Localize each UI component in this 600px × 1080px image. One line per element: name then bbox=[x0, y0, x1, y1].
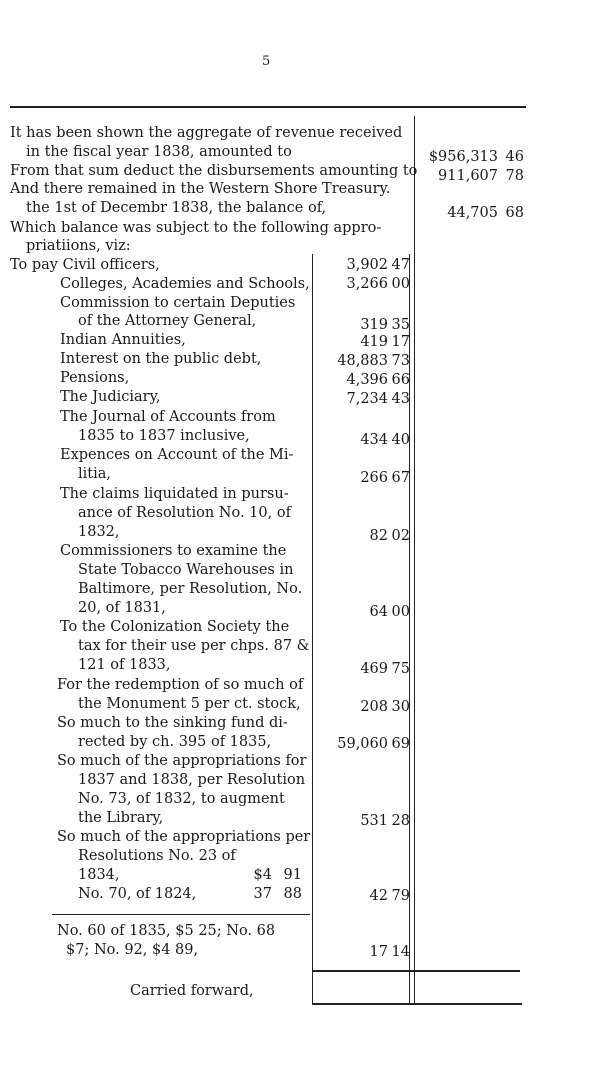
item-dollars: 4,396 bbox=[346, 372, 388, 388]
item-line: Commissioners to examine the bbox=[60, 543, 287, 559]
total-dollars: 911,607 bbox=[438, 168, 498, 184]
item-dollars: 3,902 bbox=[346, 257, 388, 273]
item-line: 1837 and 1838, per Resolution bbox=[78, 772, 306, 788]
item-dollars: 59,060 bbox=[337, 736, 388, 752]
item-line: So much to the sinking fund di- bbox=[57, 715, 288, 731]
item-line: 121 of 1833, bbox=[78, 657, 171, 673]
item-line: So much of the appropriations per bbox=[57, 829, 311, 845]
item-dollars: 48,883 bbox=[337, 353, 388, 369]
bottom-rule-double bbox=[312, 1003, 522, 1005]
sub-item-label: 1834, bbox=[78, 867, 120, 883]
bottom-rule bbox=[312, 970, 520, 972]
sub-total-cents: 79 bbox=[391, 888, 410, 904]
item-cents: 40 bbox=[391, 432, 410, 448]
item-line: rected by ch. 395 of 1835, bbox=[78, 734, 272, 750]
page-number: 5 bbox=[262, 54, 271, 69]
item-dollars: 64 bbox=[369, 604, 388, 620]
item-line: Resolutions No. 23 of bbox=[78, 848, 236, 864]
item-line: the Monument 5 per ct. stock, bbox=[78, 696, 301, 712]
item-dollars: 419 bbox=[360, 334, 388, 350]
item-line: $7; No. 92, $4 89, bbox=[66, 942, 199, 958]
item-line: So much of the appropriations for bbox=[57, 753, 307, 769]
item-line: To the Colonization Society the bbox=[60, 619, 290, 635]
item-line: Baltimore, per Resolution, No. bbox=[78, 581, 303, 597]
item-line: Expences on Account of the Mi- bbox=[60, 447, 294, 463]
item-line: litia, bbox=[78, 466, 111, 482]
item-line: Colleges, Academies and Schools, bbox=[60, 276, 310, 292]
separator-rule bbox=[52, 914, 310, 915]
item-cents: 73 bbox=[391, 353, 410, 369]
item-cents: 00 bbox=[391, 604, 410, 620]
sub-item-dollars: 37 bbox=[253, 886, 272, 902]
item-dollars: 434 bbox=[360, 432, 388, 448]
item-line: of the Attorney General, bbox=[78, 313, 257, 329]
sub-item-cents: 88 bbox=[283, 886, 302, 902]
item-dollars: 82 bbox=[369, 528, 388, 544]
item-line: 1832, bbox=[78, 524, 120, 540]
item-dollars: 531 bbox=[360, 813, 388, 829]
total-dollars: $956,313 bbox=[428, 149, 498, 165]
sub-item-cents: 91 bbox=[283, 867, 302, 883]
item-dollars: 3,266 bbox=[346, 276, 388, 292]
item-cents: 17 bbox=[391, 334, 410, 350]
item-line: 20, of 1831, bbox=[78, 600, 166, 616]
item-line: Interest on the public debt, bbox=[60, 351, 262, 367]
intro-line: It has been shown the aggregate of revenue received bbox=[10, 125, 403, 141]
item-cents: 43 bbox=[391, 391, 410, 407]
intro-line: in the fiscal year 1838, amounted to bbox=[26, 144, 292, 160]
item-cents: 30 bbox=[391, 699, 410, 715]
item-line: ance of Resolution No. 10, of bbox=[78, 505, 291, 521]
item-dollars: 266 bbox=[360, 470, 388, 486]
sub-item-dollars: $4 bbox=[253, 867, 272, 883]
total-cents: 46 bbox=[505, 149, 524, 165]
top-rule bbox=[10, 106, 526, 108]
item-cents: 75 bbox=[391, 661, 410, 677]
amount-column-rule-left bbox=[312, 254, 313, 1004]
item-dollars: 319 bbox=[360, 317, 388, 333]
item-cents: 47 bbox=[391, 257, 410, 273]
sub-item-label: No. 70, of 1824, bbox=[78, 886, 197, 902]
item-line: No. 60 of 1835, $5 25; No. 68 bbox=[57, 923, 276, 939]
item-line: Indian Annuities, bbox=[60, 332, 186, 348]
item-line: Commission to certain Deputies bbox=[60, 295, 296, 311]
item-cents: 67 bbox=[391, 470, 410, 486]
item-line: tax for their use per chps. 87 & bbox=[78, 638, 310, 654]
intro-line: Which balance was subject to the following appro- bbox=[10, 220, 382, 236]
total-cents: 68 bbox=[505, 205, 524, 221]
item-cents: 35 bbox=[391, 317, 410, 333]
item-line: State Tobacco Warehouses in bbox=[78, 562, 294, 578]
intro-line: the 1st of Decembr 1838, the balance of, bbox=[26, 200, 327, 216]
item-cents: 66 bbox=[391, 372, 410, 388]
sub-total-dollars: 42 bbox=[369, 888, 388, 904]
item-cents: 14 bbox=[391, 944, 410, 960]
item-line: No. 73, of 1832, to augment bbox=[78, 791, 285, 807]
intro-line: From that sum deduct the disbursements amounting to bbox=[10, 163, 418, 179]
item-dollars: 7,234 bbox=[346, 391, 388, 407]
item-line: To pay Civil officers, bbox=[10, 257, 160, 273]
item-cents: 69 bbox=[391, 736, 410, 752]
item-line: The Judiciary, bbox=[60, 389, 161, 405]
total-dollars: 44,705 bbox=[447, 205, 498, 221]
item-line: 1835 to 1837 inclusive, bbox=[78, 428, 250, 444]
item-line: For the redemption of so much of bbox=[57, 677, 304, 693]
item-cents: 28 bbox=[391, 813, 410, 829]
item-line: The claims liquidated in pursu- bbox=[60, 486, 289, 502]
carried-forward-label: Carried forward, bbox=[130, 983, 254, 999]
totals-column-rule bbox=[414, 116, 415, 1004]
intro-line: priatiions, viz: bbox=[26, 238, 131, 254]
total-cents: 78 bbox=[505, 168, 524, 184]
item-line: The Journal of Accounts from bbox=[60, 409, 276, 425]
item-cents: 02 bbox=[391, 528, 410, 544]
item-dollars: 17 bbox=[369, 944, 388, 960]
item-cents: 00 bbox=[391, 276, 410, 292]
item-dollars: 208 bbox=[360, 699, 388, 715]
item-dollars: 469 bbox=[360, 661, 388, 677]
item-line: the Library, bbox=[78, 810, 164, 826]
item-line: Pensions, bbox=[60, 370, 130, 386]
intro-line: And there remained in the Western Shore Treasury. bbox=[10, 181, 391, 197]
